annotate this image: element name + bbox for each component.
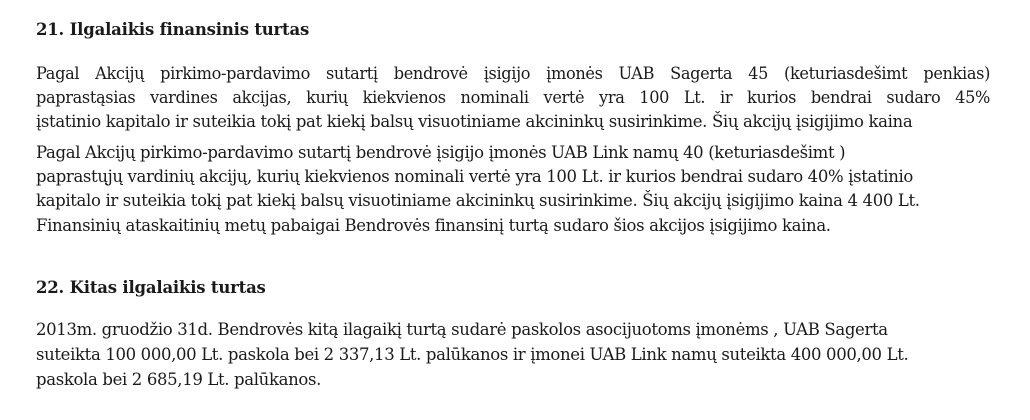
section-22-line-2: suteikta 100 000,00 Lt. paskola bei 2 337,13 Lt. palūkanos ir įmonei UAB Link namų suteikta 400 000,00 Lt. xyxy=(36,345,909,364)
section-21-line-5: paprastųjų vardinių akcijų, kurių kiekvienos nominali vertė yra 100 Lt. ir kurios bendrai sudaro 40% įstatinio xyxy=(36,167,913,186)
section-21-line-6: kapitalo ir suteikia tokį pat kiekį balsų visuotiniame akcininkų susirinkime. Šių akcijų įsigijimo kaina 4 400 Lt. xyxy=(36,191,920,210)
section-22-line-1: 2013m. gruodžio 31d. Bendrovės kitą ilagaikį turtą sudarė paskolos asocijuotoms įmonėms , UAB Sagerta xyxy=(36,320,888,339)
section-21-line-4: Pagal Akcijų pirkimo-pardavimo sutartį bendrovė įsigijo įmonės UAB Link namų 40 (keturiasdešimt ) xyxy=(36,143,846,162)
section-21-line-3: įstatinio kapitalo ir suteikia tokį pat kiekį balsų visuotiniame akcininkų susirinkime. Šių akcijų įsigijimo kaina xyxy=(36,112,913,131)
section-21-line-2: paprastąsias vardines akcijas, kurių kiekvienos nominali vertė yra 100 Lt. ir kurios bendrai sudaro 45% xyxy=(36,88,991,107)
section-22-line-3: paskola bei 2 685,19 Lt. palūkanos. xyxy=(36,370,321,389)
section-21-line-1: Pagal Akcijų pirkimo-pardavimo sutartį bendrovė įsigijo įmonės UAB Sagerta 45 (keturiasdešimt penkias) xyxy=(36,64,991,83)
section-21-heading: 21. Ilgalaikis finansinis turtas xyxy=(36,20,310,39)
section-21-line-7: Finansinių ataskaitinių metų pabaigai Bendrovės finansinį turtą sudaro šios akcijos įsigijimo kaina. xyxy=(36,216,831,235)
section-22-heading: 22. Kitas ilgalaikis turtas xyxy=(36,278,266,297)
